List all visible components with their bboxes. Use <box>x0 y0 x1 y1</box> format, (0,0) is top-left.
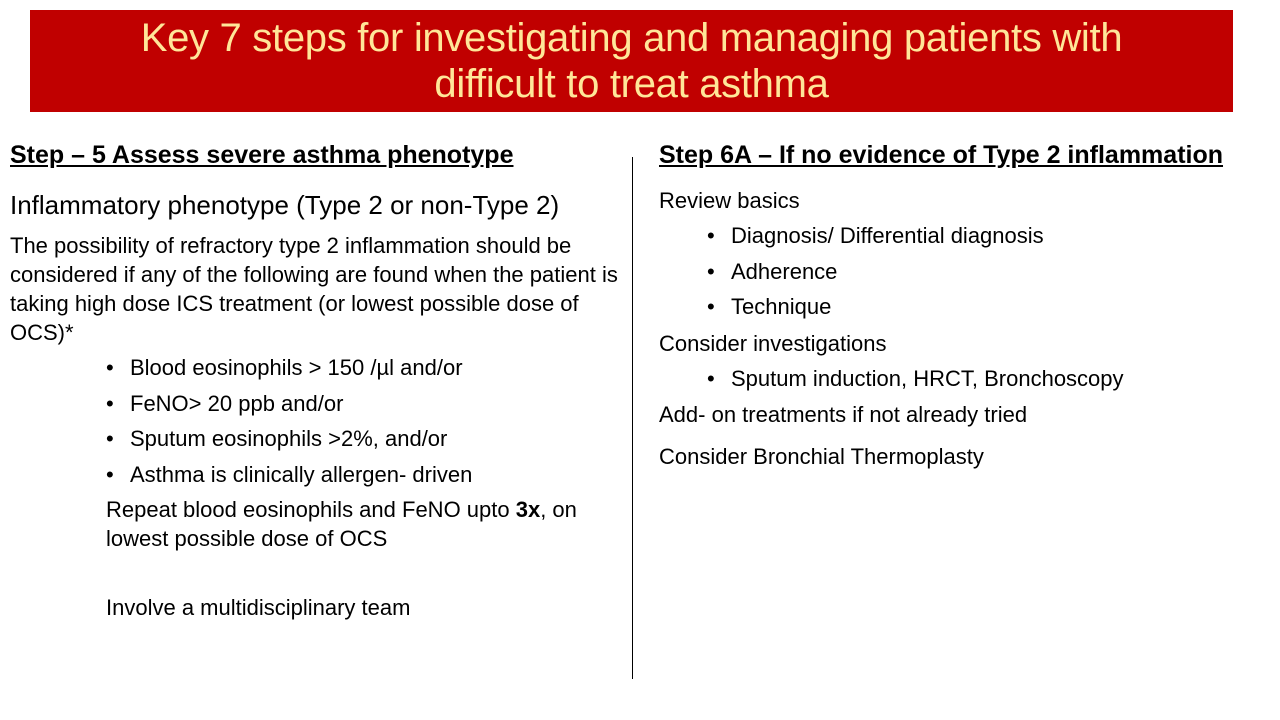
review-basics-label: Review basics <box>659 188 800 213</box>
phenotype-subheading: Inflammatory phenotype (Type 2 or non-Type 2) <box>10 190 560 220</box>
investigation-item: • Sputum induction, HRCT, Bronchoscopy <box>731 365 1259 392</box>
addon-treatments-text: Add- on treatments if not already tried <box>659 402 1028 427</box>
step5-heading: Step – 5 Assess severe asthma phenotype <box>10 141 514 169</box>
repeat-count: 3x <box>515 497 541 522</box>
column-divider <box>632 157 633 679</box>
bronchial-thermoplasty-text: Consider Bronchial Thermoplasty <box>659 444 984 469</box>
criteria-item: • Sputum eosinophils >2%, and/or <box>130 425 630 452</box>
criteria-list <box>130 354 630 488</box>
investigations-list <box>731 365 1259 392</box>
refractory-intro-text: The possibility of refractory type 2 inflammation should be considered if any of the following are found when the patient is taking high dose ICS treatment (or lowest possible dose of OCS)* <box>10 233 618 345</box>
multidisciplinary-team-text: Involve a multidisciplinary team <box>106 595 411 620</box>
repeat-tests-text <box>106 495 630 553</box>
review-item: • Diagnosis/ Differential diagnosis <box>731 222 1259 249</box>
criteria-item: • Blood eosinophils > 150 /µl and/or <box>130 354 630 381</box>
criteria-item: • FeNO> 20 ppb and/or <box>130 390 630 417</box>
investigations-label: Consider investigations <box>659 330 887 356</box>
slide-title: Key 7 steps for investigating and managing patients with difficult to treat asthma <box>140 16 1123 106</box>
review-basics-list <box>731 222 1259 320</box>
left-column <box>10 138 630 622</box>
right-column <box>659 138 1259 471</box>
criteria-item: • Asthma is clinically allergen- driven <box>130 461 630 488</box>
title-banner <box>30 10 1233 112</box>
repeat-text-start: Repeat blood eosinophils and FeNO upto <box>106 497 516 522</box>
repeat-text-end: , on lowest possible dose of OCS <box>106 497 577 551</box>
review-item: • Adherence <box>731 258 1259 285</box>
step6a-heading: Step 6A – If no evidence of Type 2 inflammation <box>659 141 1224 169</box>
review-item: • Technique <box>731 293 1259 320</box>
